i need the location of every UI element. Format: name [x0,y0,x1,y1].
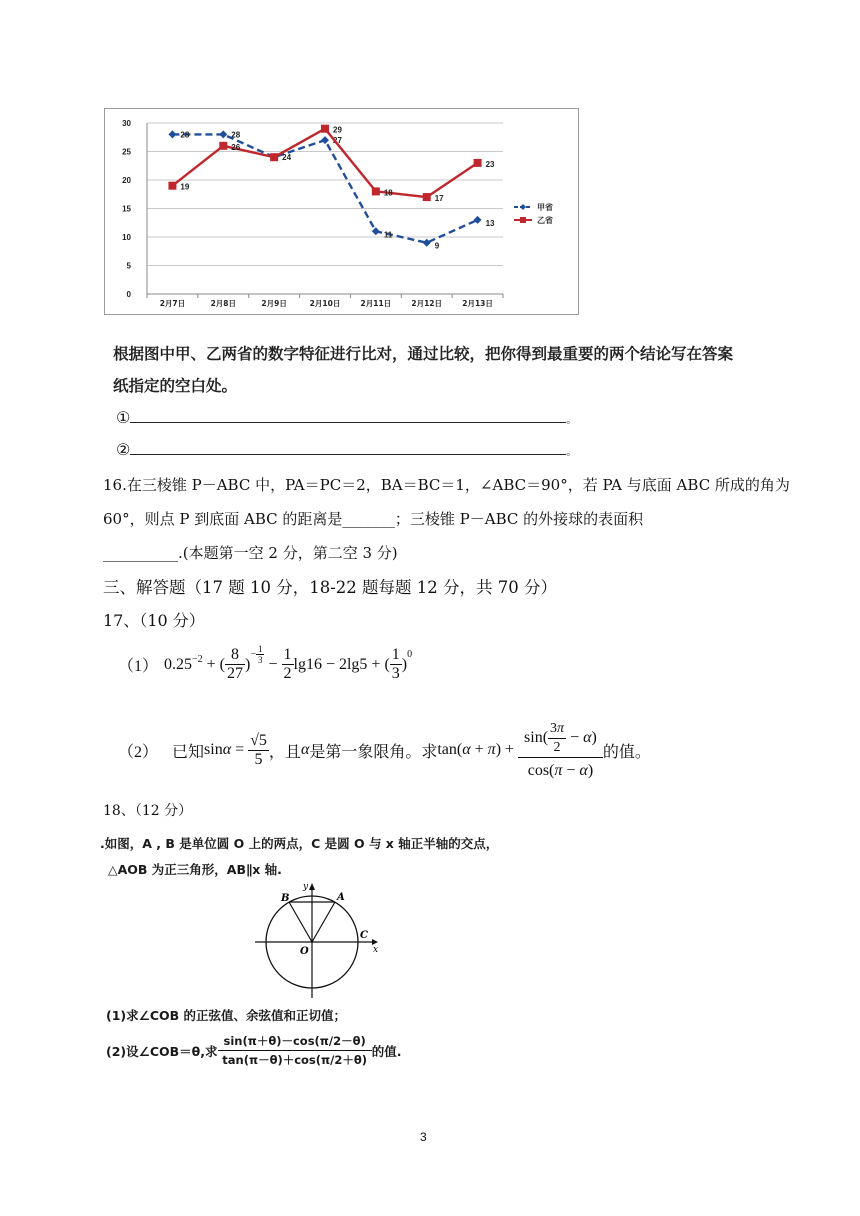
x-tick-label: 2月13日 [462,299,493,308]
answer-blank-1 [116,408,576,427]
q18-part2 [106,1032,402,1069]
tan-expression: tan( α + π ) + sin( $\frac{3\pi}{2}$ − α) cos(π − α) [437,720,602,780]
data-label: 13 [485,218,495,228]
label-y: y [303,882,309,892]
label-C: C [360,930,368,941]
x-tick-label: 2月7日 [159,299,186,308]
q17-part2-label: （2） [118,743,159,761]
y-tick-label: 25 [122,147,131,157]
q16-line2b: ；三棱锥 P－ABC 的外接球的表面积 [394,510,644,528]
data-label: 26 [231,142,241,152]
x-tick-label: 2月11日 [360,299,392,308]
page-number: 3 [420,1130,427,1144]
q16-line3 [103,542,398,563]
blank-line-1 [130,422,566,423]
segment-OB [289,902,312,942]
sin-alpha-eq: sin α = $\frac{√5}{5}$ [204,731,267,768]
x-tick-label: 2月10日 [309,299,341,308]
q16-line1: 16.在三棱锥 P－ABC 中，PA＝PC＝2，BA＝BC＝1，∠ABC＝90°，若 PA 与底面 ABC 所成的角为 [103,476,790,494]
answer-blank-2 [116,440,576,459]
q18-line1: .如图，A , B 是单位圆 O 上的两点，C 是圆 O 与 x 轴正半轴的交点， [100,836,499,851]
chart-question-line1: 根据图中甲、乙两省的数字特征进行比对，通过比较，把你得到最重要的两个结论写在答案 [113,345,734,363]
point-乙省 [372,187,380,195]
point-乙省 [474,159,482,167]
q18-scanned-block [100,828,530,1098]
y-tick-label: 30 [122,119,131,128]
point-乙省 [168,182,176,190]
point-甲省 [474,216,482,224]
q17-part1 [118,646,412,683]
label-O: O [300,946,309,957]
q17-header: 17、（10 分） [103,611,205,630]
point-甲省 [321,136,329,144]
y-tick-label: 0 [126,290,131,299]
point-乙省 [270,153,278,161]
data-label: 11 [383,230,393,240]
q16-line3-text: .(本题第一空 2 分，第二空 3 分) [178,544,398,562]
legend-label: 甲省 [537,203,553,212]
label-B: B [281,893,290,904]
point-甲省 [372,227,380,235]
x-tick-label: 2月8日 [210,299,237,308]
q17-part2: （2） 已知 sin α = $\frac{√5}{5}$ ，且 α 是第一象限角。求 tan( α + π ) + sin( $\frac{3\pi}{2}$ − α) cos(π − α) 的值。 [118,721,651,779]
blank-period-1: 。 [566,415,577,426]
data-label: 29 [333,125,342,135]
label-x: x [373,945,379,955]
section-title: 三、解答题（17 题 10 分，18-22 题每题 12 分，共 70 分） [103,578,558,597]
data-label: 24 [282,153,292,163]
segment-OA [312,902,335,942]
q18-part2-suffix: 的值. [371,1043,402,1059]
y-tick-label: 15 [122,204,131,214]
legend-marker [520,217,526,223]
q18-part1: (1)求∠COB 的正弦值、余弦值和正切值； [106,1008,347,1023]
data-label: 28 [180,130,190,140]
data-label: 9 [434,241,440,251]
q17-part2-mid2: 是第一象限角。求 [309,743,438,761]
chart-question-line2: 纸指定的空白处。 [113,377,238,395]
data-label: 18 [383,188,393,198]
blank-marker-1: ① [116,408,131,427]
y-tick-label: 5 [126,261,131,271]
q18-fraction [218,1032,372,1069]
q16-blank-long: __________ [103,544,178,562]
blank-marker-2: ② [116,440,131,459]
chart-svg [105,109,578,314]
unit-circle-figure [250,880,380,1000]
data-label: 19 [180,182,190,192]
q17-expression: 0.25 −2 + ( $\frac{8}{27}$ ) − $\frac{1}{3}$ − $\frac{1}{2}$ lg16 − 2lg5 + ( $\frac{1}{3}$ ) 0 [164,644,413,682]
label-A: A [337,892,345,903]
q17-part2-known: 已知 [172,743,205,761]
point-甲省 [219,130,227,138]
point-乙省 [219,142,227,150]
legend-marker [520,204,526,210]
data-label: 27 [333,136,342,146]
q16-blank-short: _______ [342,510,395,528]
q17-part2-mid: ，且 [268,743,301,761]
x-tick-label: 2月12日 [411,299,443,308]
y-tick-label: 20 [122,176,131,185]
data-label: 23 [485,159,495,169]
point-乙省 [321,125,329,133]
q18-header: 18、（12 分） [103,803,193,819]
q17-part2-tail: 的值。 [602,743,651,761]
point-甲省 [423,239,431,247]
q17-part1-label: （1） [118,658,159,675]
point-甲省 [168,130,176,138]
line-chart [104,108,579,315]
blank-period-2: 。 [566,447,577,458]
q18-frac-den: tan(π－θ)＋cos(π/2＋θ) [222,1053,367,1067]
blank-line-2 [130,454,566,455]
y-tick-label: 10 [122,233,131,242]
q18-part2-prefix: (2)设∠COB＝θ,求 [106,1043,218,1059]
legend-label: 乙省 [537,216,553,225]
data-label: 17 [434,194,444,204]
y-axis-arrow [309,883,315,890]
data-label: 28 [231,130,241,140]
point-乙省 [423,193,431,201]
x-tick-label: 2月9日 [261,299,287,308]
q18-frac-num: sin(π＋θ)－cos(π/2－θ) [218,1032,372,1051]
q18-line2: △AOB 为正三角形，AB∥x 轴. [108,862,282,877]
q16-line2a: 60°，则点 P 到底面 ABC 的距离是 [103,510,343,528]
q16-line2 [103,508,643,529]
